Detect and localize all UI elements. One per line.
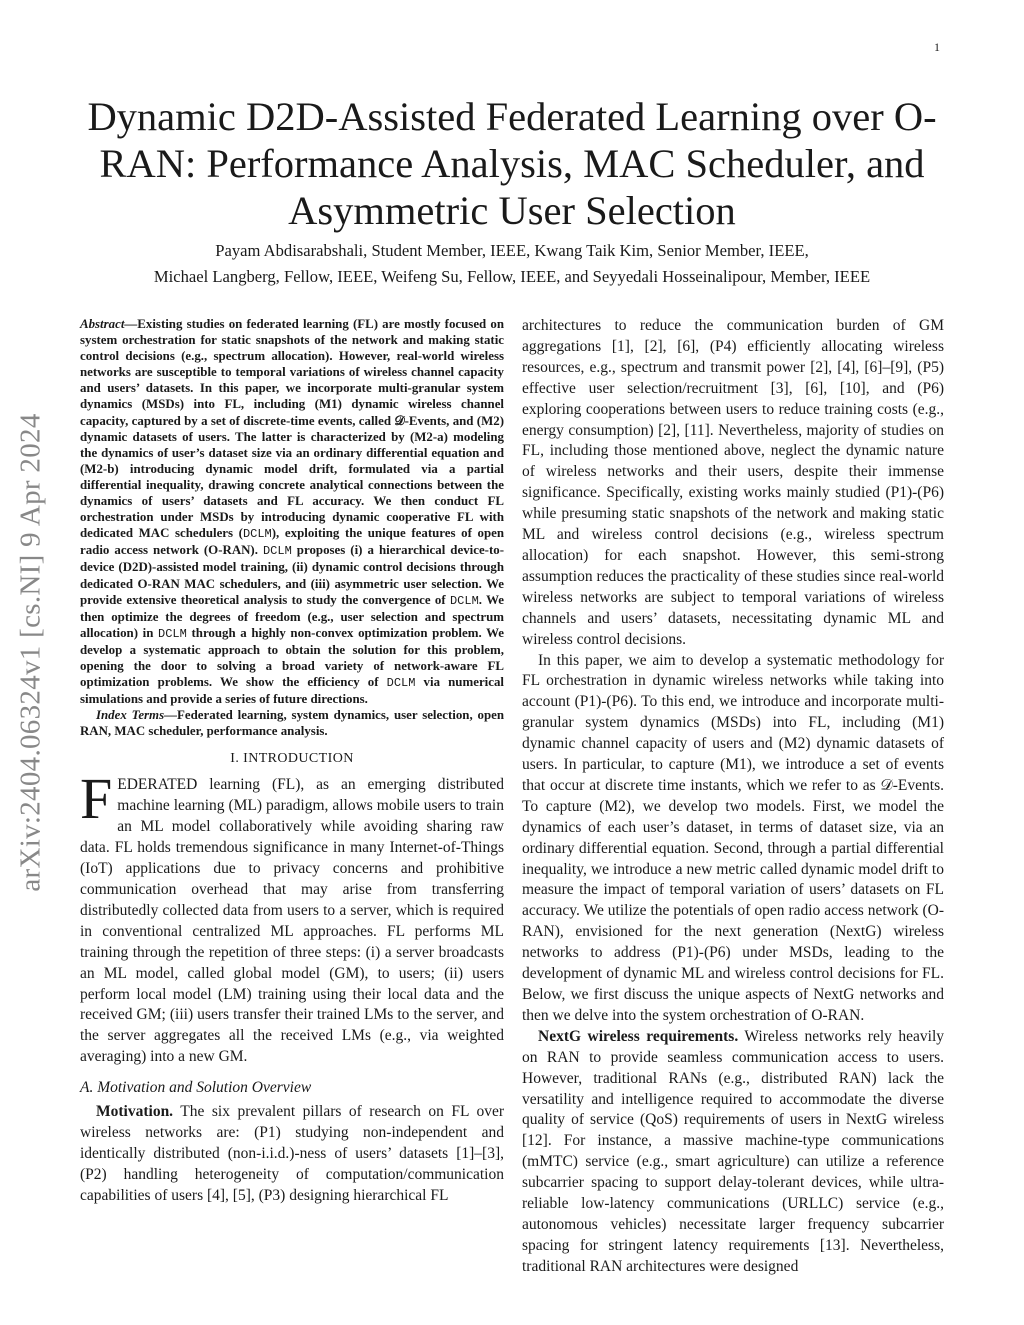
paper-title: Dynamic D2D-Assisted Federated Learning over O-RAN: Performance Analysis, MAC Scheduler, and Asymmetric User Selection: [87, 94, 937, 233]
arxiv-watermark: [10, 372, 52, 932]
body-paragraph-2: In this paper, we aim to develop a systematic methodology for FL orchestration in dynamic wireless networks while taking into account (P1)-(P6). To this end, we introduce and incorporate multi-granular system dynamics (MSDs) into FL, including (M1) dynamic channel capacity of users and (M2) dynamic datasets of users. In particular, to capture (M1), we introduce a set of events that occur at discrete time instants, which we refer to as 𝒟-Events. To capture (M2), we develop two models. First, we model the dynamics of each user’s dataset, in terms of dataset size, via an ordinary differential equation. Second, through a partial differential inequality, we introduce a new metric called dynamic model drift to measure the impact of temporal variation of users’ datasets on FL accuracy. We utilize the potentials of open radio access network (O-RAN), envisioned for the next generation (NextG) wireless networks to address (P1)-(P6) under MSDs, leading to the development of dynamic ML and wireless control decisions for FL. Below, we first discuss the unique aspects of NextG networks and then we delve into the system orchestration of O-RAN.: [522, 651, 944, 1024]
subsection-heading-motivation: A. Motivation and Solution Overview: [80, 1079, 312, 1097]
author-line-2: Michael Langberg, Fellow, IEEE, Weifeng Su, Fellow, IEEE, and Seyyedali Hosseinalipour, Member, IEEE: [153, 267, 871, 286]
dropcap-letter: F: [80, 766, 113, 832]
right-column: [522, 316, 944, 1278]
abstract: Abstract—Existing studies on federated learning (FL) are mostly focused on system orchestration for static snapshots of the network and making static control decisions (e.g., spectrum allocation). However, real-world wireless networks are susceptible to temporal variations of wireless channel capacity and users’ datasets. In this paper, we incorporate multi-granular system dynamics (MSDs) into FL, including (M1) dynamic wireless channel capacity, captured by a set of discrete-time events, called 𝒟-Events, and (M2) dynamic datasets of users. The latter is characterized by (M2-a) modeling the dynamics of user’s dataset size via an ordinary differential equation and (M2-b) introducing dynamic model drift, formulated via a partial differential inequality, drawing concrete analytical connections between the dynamics of users’ datasets and FL accuracy. We then conduct FL orchestration under MSDs by introducing dynamic cooperative FL with dedicated MAC schedulers (DCLM), exploiting the unique features of open radio access network (O-RAN). DCLM proposes (i) a hierarchical device-to-device (D2D)-assisted model training, (ii) dynamic control decisions through dedicated O-RAN MAC schedulers, and (iii) asymmetric user selection. We provide extensive theoretical analysis to study the convergence of DCLM. We then optimize the degrees of freedom (e.g., user selection and spectrum allocation) in DCLM through a highly non-convex optimization problem. We develop a systematic approach to obtain the solution for this problem, opening the door to solving a broad variety of network-aware FL optimization problems. We show the efficiency of DCLM via numerical simulations and provide a series of future directions.: [80, 317, 505, 707]
abstract-label: Abstract—: [80, 317, 138, 331]
index-terms-label: Index Terms—: [96, 708, 177, 723]
body-paragraph-1: architectures to reduce the communication burden of GM aggregations [1], [2], [6], (P4) efficiently allocating wireless resources, e.g., spectrum and transmit power [2], [4], [6]–[9], (P5) effective user selection/recruitment [3], [6], [10], and (P6) exploring cooperations between users to reduce training costs (e.g., energy consumption) [2], [11]. Nevertheless, majority of studies on FL, including those mentioned above, neglect the dynamic nature of wireless networks and their users, despite their immense significance. Specifically, existing works mainly studied (P1)-(P6) while presuming static snapshots of the network and making static ML and wireless control decisions (e.g., wireless spectrum allocation) for each snapshot. However, this semi-strong assumption reduces the practicality of these studies since real-world wireless networks are subject to temporal variations of wireless channels and users’ datasets, necessitating dynamic ML and wireless control decisions.: [522, 317, 944, 648]
motivation-paragraph: Motivation. The six prevalent pillars of research on FL over wireless networks are: (P1) studying non-independent and identically distributed (non-i.i.d.)-ness of users’ datasets [1]–[3], (P2) handling heterogeneity of computation/communication capabilities of users [4], [5], (P3) designing hierarchical FL: [80, 1103, 504, 1204]
section-heading-introduction: I. INTRODUCTION: [230, 751, 354, 767]
nextg-paragraph: NextG wireless requirements. Wireless networks rely heavily on RAN to provide seamless communication access to users. However, traditional RANs (e.g., distributed RAN) lack the versatility and intelligence required to accommodate the diverse quality of service (QoS) requirements of users in NextG wireless [12]. For instance, a massive machine-type communications (mMTC) service (e.g., smart agriculture) can utilize a reference subcarrier spacing to support delay-tolerant devices, while ultra-reliable low-latency communications (URLLC) service (e.g., autonomous vehicles) necessitate larger frequency subcarrier spacing for stringent latency requirements [13]. Nevertheless, traditional RAN architectures were designed: [522, 1027, 944, 1275]
intro-paragraph: FEDERATED learning (FL), as an emerging distributed machine learning (ML) paradigm, allows mobile users to train an ML model collaboratively while avoiding sharing raw data. FL holds tremendous significance in many Internet-of-Things (IoT) applications due to privacy concerns and prohibitive communication overhead that may arise from transferring distributedly collected data from users to a server, which is required in conventional centralized ML approaches. FL performs ML training through the repetition of three steps: (i) a server broadcasts an ML model, called global model (GM), to users; (ii) users perform local model (LM) training using their local data and the received GM; (iii) users transfer their trained LMs to the server, and the server aggregates all the received LMs (e.g., via weighted averaging) into a new GM.: [80, 766, 504, 1066]
page-number: 1: [934, 40, 940, 54]
nextg-label: NextG wireless requirements.: [538, 1027, 739, 1045]
author-line-1: Payam Abdisarabshali, Student Member, IEEE, Kwang Taik Kim, Senior Member, IEEE,: [215, 241, 809, 260]
left-column: [80, 316, 504, 1207]
arxiv-id: arXiv:2404.06324v1 [cs.NI] 9 Apr 2024: [14, 412, 47, 892]
motivation-label: Motivation.: [96, 1103, 174, 1121]
author-list: [80, 238, 944, 290]
index-terms: Index Terms—Federated learning, system dynamics, user selection, open RAN, MAC scheduler, performance analysis.: [80, 708, 504, 739]
